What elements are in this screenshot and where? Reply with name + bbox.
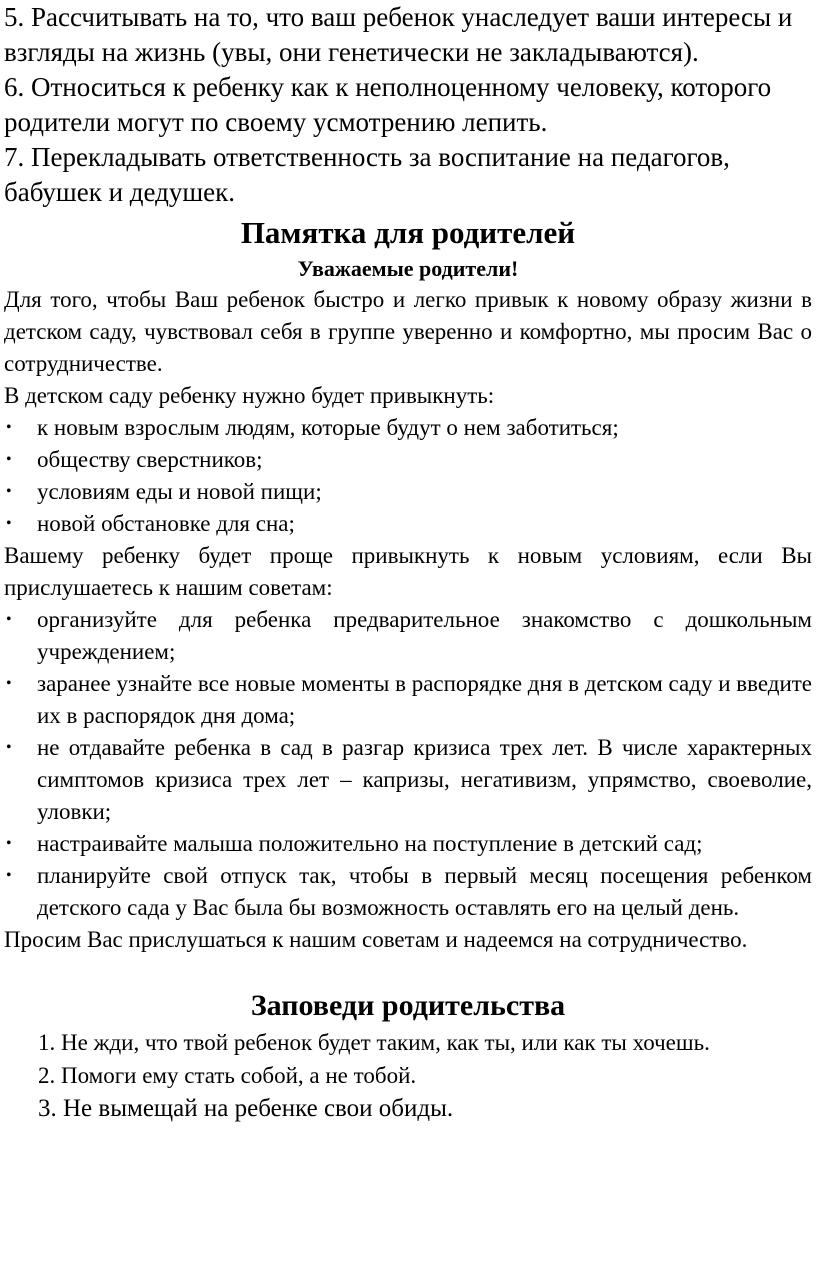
list-item: • к новым взрослым людям, которые будут о нем заботиться;	[4, 412, 812, 444]
list-item: • не отдавайте ребенка в сад в разгар кризиса трех лет. В числе характерных симптомов кризиса трех лет – капризы, негативизм, упрямство, своеволие, уловки;	[4, 732, 812, 828]
commandment-3: 3. Не вымещай на ребенке свои обиды.	[38, 1095, 454, 1122]
adapt-lead: В детском саду ребенку нужно будет привыкнуть:	[4, 383, 495, 408]
memo-intro: Для того, чтобы Ваш ребенок быстро и легко привык к новому образу жизни в детском саду, чувствовал себя в группе уверенно и комфортно, мы просим Вас о сотрудничестве.	[4, 287, 812, 376]
list-item: • новой обстановке для сна;	[4, 508, 812, 540]
list-item: • организуйте для ребенка предварительное знакомство с дошкольным учреждением;	[4, 604, 812, 668]
commandments-title: Заповеди родительства	[250, 989, 566, 1022]
list-item: • обществу сверстников;	[4, 444, 812, 476]
advice-list	[4, 604, 812, 924]
list-item: • планируйте свой отпуск так, чтобы в первый месяц посещения ребенком детского сада у Вас была бы возможность оставлять его на целый день.	[4, 860, 812, 924]
intro-item-6: 6. Относиться к ребенку как к неполноценному человеку, которого родители могут по своему усмотрению лепить.	[4, 72, 772, 137]
memo-closing: Просим Вас прислушаться к нашим советам и надеемся на сотрудничество.	[4, 927, 748, 952]
memo-title: Памятка для родителей	[240, 215, 576, 250]
commandment-1: 1. Не жди, что твой ребенок будет таким, как ты, или как ты хочешь.	[38, 1030, 710, 1055]
adapt-list	[4, 412, 812, 540]
commandment-2: 2. Помоги ему стать собой, а не тобой.	[38, 1063, 417, 1088]
intro-item-5: 5. Рассчитывать на то, что ваш ребенок унаследует ваши интересы и взгляды на жизнь (увы, они генетически не закладываются).	[4, 2, 793, 67]
list-item: • заранее узнайте все новые моменты в распорядке дня в детском саду и введите их в распорядок дня дома;	[4, 668, 812, 732]
memo-greeting: Уважаемые родители!	[297, 256, 519, 281]
list-item: • настраивайте малыша положительно на поступление в детский сад;	[4, 828, 812, 860]
section-spacer	[4, 956, 812, 986]
advice-lead: Вашему ребенку будет проще привыкнуть к новым условиям, если Вы прислушаетесь к нашим советам:	[4, 543, 812, 600]
intro-item-7: 7. Перекладывать ответственность за воспитание на педагогов, бабушек и дедушек.	[4, 142, 730, 207]
list-item: • условиям еды и новой пищи;	[4, 476, 812, 508]
